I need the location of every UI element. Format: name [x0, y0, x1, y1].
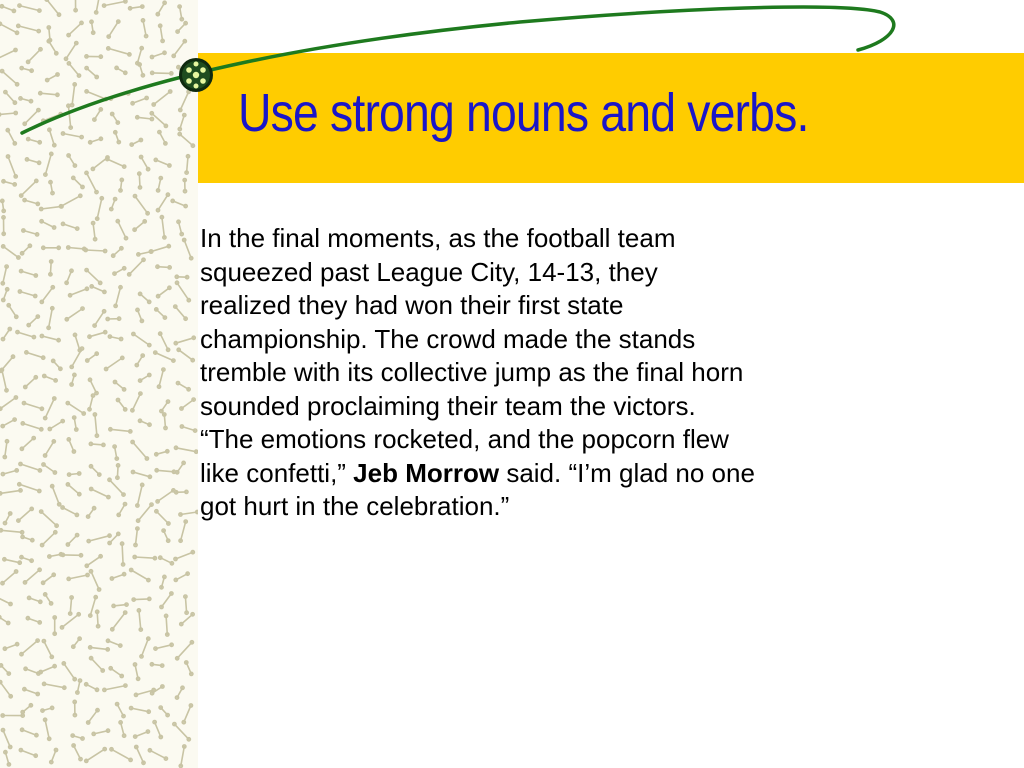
pattern-mark	[0, 490, 20, 493]
pattern-mark	[63, 508, 77, 515]
pattern-mark	[154, 92, 171, 105]
pattern-mark	[187, 156, 188, 172]
pattern-mark	[67, 309, 83, 320]
quote-text: said. “I’m glad no one	[499, 457, 755, 488]
pattern-mark	[18, 26, 38, 31]
pattern-mark	[137, 485, 142, 506]
pattern-mark	[23, 423, 42, 429]
pattern-mark	[70, 598, 71, 614]
pattern-mark	[86, 749, 104, 761]
pattern-mark	[0, 24, 17, 33]
pattern-mark	[69, 575, 88, 579]
pattern-mark	[156, 645, 172, 649]
pattern-mark	[26, 352, 43, 357]
pattern-mark	[158, 195, 168, 211]
pattern-mark	[112, 749, 131, 760]
pattern-mark	[20, 6, 40, 11]
pattern-mark	[0, 113, 1, 116]
pattern-mark	[104, 686, 125, 690]
pattern-mark	[45, 399, 54, 419]
pattern-mark	[133, 472, 150, 477]
pattern-mark	[177, 283, 189, 300]
pattern-mark	[131, 570, 148, 580]
pattern-mark	[107, 159, 124, 167]
pattern-mark	[132, 394, 140, 411]
pattern-mark	[41, 206, 61, 209]
pattern-mark	[156, 511, 168, 523]
pattern-mark	[49, 130, 54, 145]
pattern-mark	[151, 246, 169, 251]
pattern-mark	[86, 250, 105, 251]
body-line: tremble with its collective jump as the final horn	[200, 357, 744, 387]
body-line: In the final moments, as the football team	[200, 223, 676, 253]
pattern-mark	[174, 41, 185, 56]
pattern-mark	[106, 358, 122, 369]
pattern-mark	[176, 552, 193, 559]
pattern-mark	[181, 512, 198, 515]
pattern-mark	[45, 441, 54, 455]
pattern-mark	[176, 448, 196, 452]
pattern-mark	[110, 429, 130, 431]
pattern-mark	[133, 442, 147, 459]
pattern-mark	[108, 48, 129, 54]
quote-line: “The emotions rocketed, and the popcorn flew	[200, 424, 729, 454]
pattern-mark	[110, 480, 124, 495]
pattern-mark	[180, 134, 193, 146]
pattern-mark	[177, 642, 192, 658]
pattern-mark	[181, 522, 186, 541]
pattern-mark	[184, 706, 191, 723]
pattern-mark	[42, 532, 55, 545]
pattern-mark	[45, 154, 51, 175]
pattern-mark	[41, 512, 56, 526]
pattern-mark	[95, 415, 97, 436]
pattern-mark	[122, 544, 123, 565]
pattern-mark	[109, 22, 119, 37]
pattern-mark	[0, 398, 16, 409]
pattern-mark	[72, 349, 82, 367]
pattern-mark	[160, 334, 168, 350]
pattern-mark	[90, 647, 108, 649]
quote-line: got hurt in the celebration.”	[200, 491, 510, 521]
pattern-mark	[64, 663, 75, 679]
body-line: championship. The crowd made the stands	[200, 323, 696, 354]
speaker-name: Jeb Morrow	[353, 457, 500, 488]
pattern-mark	[40, 93, 57, 95]
pattern-mark	[116, 287, 121, 306]
pattern-mark	[129, 260, 143, 275]
pattern-mark	[97, 198, 102, 218]
pattern-mark	[162, 594, 172, 608]
pattern-mark	[0, 682, 11, 696]
pattern-mark	[42, 287, 53, 302]
pattern-mark	[176, 338, 194, 343]
slide-title: Use strong nouns and verbs.	[238, 83, 809, 143]
pattern-mark	[142, 639, 149, 657]
pattern-mark	[136, 529, 138, 545]
pattern-mark	[93, 223, 95, 239]
pattern-mark	[87, 91, 106, 99]
pattern-mark	[3, 267, 7, 284]
pattern-mark	[135, 557, 155, 558]
pattern-mark	[22, 641, 38, 655]
pattern-mark	[131, 708, 149, 712]
pattern-mark	[143, 20, 146, 36]
pattern-mark	[104, 1, 125, 5]
pattern-mark	[3, 572, 17, 584]
pattern-mark	[87, 556, 101, 566]
pattern-mark	[0, 616, 1, 619]
pattern-mark	[181, 747, 185, 766]
pattern-mark	[174, 724, 188, 739]
pattern-mark	[150, 750, 166, 758]
pattern-mark	[43, 114, 60, 121]
pattern-mark	[1, 530, 22, 532]
pattern-mark	[139, 610, 141, 629]
pattern-mark	[49, 308, 53, 328]
pattern-mark	[184, 240, 191, 258]
side-pattern	[0, 0, 198, 768]
pattern-mark	[75, 335, 80, 350]
body-line: realized they had won their first state	[200, 290, 624, 320]
pattern-mark	[28, 49, 40, 62]
pattern-mark	[21, 464, 40, 470]
pattern-mark	[44, 641, 52, 657]
pattern-mark	[162, 217, 165, 237]
pattern-mark	[52, 486, 59, 504]
pattern-mark	[18, 509, 31, 521]
pattern-mark	[21, 181, 36, 196]
pattern-mark	[158, 490, 174, 501]
pattern-mark	[155, 722, 161, 737]
pattern-mark	[157, 470, 174, 472]
quote-text: like confetti,”	[200, 457, 354, 488]
pattern-mark	[180, 92, 188, 110]
pattern-mark	[3, 730, 10, 747]
pattern-mark	[112, 613, 125, 630]
pattern-mark	[25, 570, 40, 583]
pattern-mark	[138, 505, 151, 521]
bone-pattern-graphic	[0, 0, 198, 768]
pattern-mark	[91, 571, 99, 589]
pattern-mark	[179, 350, 193, 360]
pattern-mark	[87, 270, 101, 283]
pattern-mark	[89, 536, 110, 541]
pattern-mark	[42, 336, 59, 340]
pattern-mark	[155, 353, 173, 361]
pattern-mark	[66, 43, 76, 59]
pattern-mark	[45, 720, 49, 739]
body-paragraph	[200, 222, 960, 524]
pattern-mark	[61, 196, 80, 207]
pattern-mark	[70, 289, 87, 296]
pattern-mark	[136, 747, 143, 763]
pattern-mark	[72, 84, 75, 105]
pattern-mark	[95, 311, 105, 325]
pattern-mark	[118, 221, 126, 238]
pattern-mark	[90, 597, 95, 615]
pattern-mark	[2, 71, 17, 84]
pattern-mark	[87, 173, 97, 192]
pattern-mark	[8, 157, 16, 177]
body-line: sounded proclaiming their team the victors.	[200, 390, 696, 421]
pattern-mark	[68, 106, 70, 128]
pattern-mark	[24, 403, 42, 409]
pattern-mark	[18, 332, 34, 337]
pattern-mark	[152, 73, 171, 74]
pattern-mark	[91, 489, 108, 497]
pattern-mark	[166, 616, 167, 635]
pattern-mark	[90, 332, 106, 337]
pattern-mark	[68, 403, 84, 413]
pattern-mark	[111, 93, 128, 98]
pattern-mark	[63, 134, 82, 138]
pattern-mark	[159, 370, 163, 387]
pattern-mark	[135, 196, 148, 213]
pattern-mark	[3, 246, 18, 257]
pattern-mark	[178, 67, 188, 85]
pattern-mark	[133, 334, 149, 345]
body-line: squeezed past League City, 14-13, they	[200, 256, 658, 287]
pattern-mark	[0, 50, 16, 59]
pattern-mark	[91, 658, 103, 670]
pattern-mark	[69, 23, 82, 35]
pattern-mark	[47, 0, 59, 15]
pattern-mark	[2, 370, 7, 390]
pattern-mark	[62, 614, 79, 627]
pattern-mark	[25, 110, 39, 124]
pattern-mark	[185, 597, 186, 613]
quote-line-attribution	[200, 457, 960, 491]
pattern-mark	[44, 684, 64, 688]
